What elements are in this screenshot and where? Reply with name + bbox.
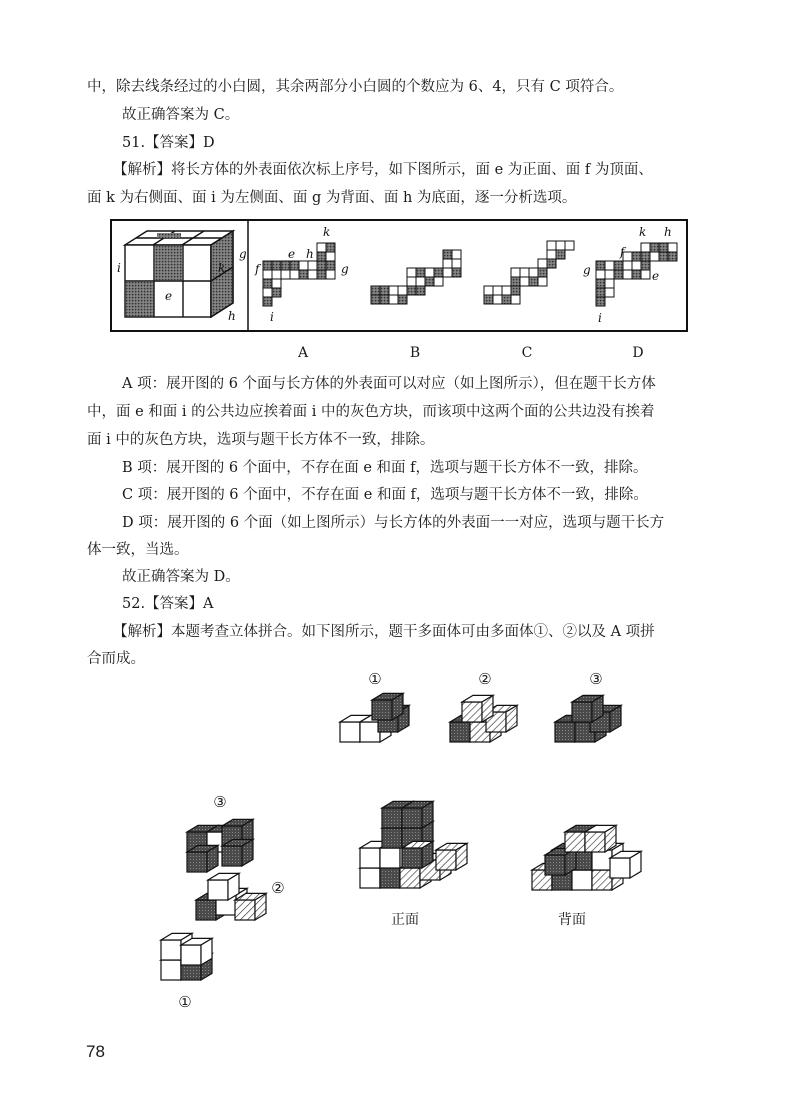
analysis-51-line-1: 【解析】将长方体的外表面依次标上序号，如下图所示，面 e 为正面、面 f 为顶面、 <box>113 162 653 178</box>
caption-front: 正面 <box>391 912 419 928</box>
label-i-a: i <box>270 310 274 324</box>
back-j <box>585 825 616 852</box>
stack-label-2: ② <box>271 879 285 897</box>
stack-label-3: ③ <box>213 793 227 811</box>
label-g-cube: g <box>239 247 247 261</box>
top-label-1: ① <box>368 670 382 688</box>
label-f-d: f <box>620 245 625 259</box>
top-label-2: ② <box>478 670 492 688</box>
analysis-d-line-1: D 项：展开图的 6 个面（如上图所示）与长方体的外表面一一对应，选项与题干长方 <box>122 515 665 531</box>
answer-51: 51.【答案】D <box>122 135 215 151</box>
label-i-d: i <box>598 311 602 325</box>
cube-2d <box>462 695 493 722</box>
analysis-a-line-2: 中，面 e 和面 i 的公共边应挨着面 i 中的灰色方块，而该项中这两个面的公共边没有挨着 <box>87 404 655 420</box>
analysis-52-line-1: 【解析】本题考查立体拼合。如下图所示，题干多面体可由多面体①、②以及 A 项拼 <box>113 624 655 640</box>
label-e-cube: e <box>165 289 173 303</box>
analysis-a-line-3: 面 i 中的灰色方块，选项与题干长方体不一致，排除。 <box>87 432 435 448</box>
front-l <box>436 843 467 870</box>
label-g-a: g <box>341 262 349 276</box>
cube-1d <box>372 693 403 720</box>
stack-3e <box>222 839 253 866</box>
stack-3d <box>187 845 218 872</box>
label-i-cube: i <box>117 261 121 275</box>
label-h-cube: h <box>228 309 236 323</box>
option-label-a: A <box>297 345 309 361</box>
stack-2c <box>235 893 266 920</box>
analysis-d-line-2: 体一致，当选。 <box>87 542 189 558</box>
label-k-cube: k <box>218 261 226 275</box>
stack-1d <box>181 938 212 965</box>
option-label-c: C <box>521 345 533 361</box>
answer-conclusion-51: 故正确答案为 D。 <box>122 569 240 585</box>
top-label-3: ③ <box>589 670 603 688</box>
option-label-d: D <box>632 345 644 361</box>
text-line-1: 中，除去线条经过的小白圆，其余两部分小白圆的个数应为 6、4，只有 C 项符合。 <box>87 79 624 95</box>
back-k <box>610 851 641 878</box>
front-k <box>402 801 433 828</box>
label-h-d: h <box>664 225 672 239</box>
analysis-a-line-1: A 项：展开图的 6 个面与长方体的外表面可以对应（如上图所示），但在题干长方体 <box>122 376 656 392</box>
caption-back: 背面 <box>558 912 586 928</box>
label-g-d: g <box>583 263 591 277</box>
analysis-c: C 项：展开图的 6 个面中，不存在面 e 和面 f，选项与题干长方体不一致，排除。 <box>122 487 648 503</box>
analysis-b: B 项：展开图的 6 个面中，不存在面 e 和面 f，选项与题干长方体不一致，排除。 <box>122 460 648 476</box>
label-k-a: k <box>323 225 331 239</box>
label-e-a: e <box>288 247 296 261</box>
stack-label-1: ① <box>178 993 192 1011</box>
text-line-2: 故正确答案为 C。 <box>122 107 240 123</box>
answer-52: 52.【答案】A <box>122 596 214 612</box>
front-i <box>402 841 433 868</box>
cube-3d <box>572 695 603 722</box>
label-h-a: h <box>306 247 314 261</box>
label-e-d: e <box>652 269 660 283</box>
analysis-51-line-2: 面 k 为右侧面、面 i 为左侧面、面 g 为背面、面 h 为底面，逐一分析选项。 <box>87 190 577 206</box>
label-k-d: k <box>639 225 647 239</box>
stack-2d <box>208 873 239 900</box>
page-number: 78 <box>86 1042 105 1061</box>
label-f-a: f <box>255 262 260 276</box>
analysis-52-line-2: 合而成。 <box>87 651 145 667</box>
option-label-b: B <box>409 345 421 361</box>
